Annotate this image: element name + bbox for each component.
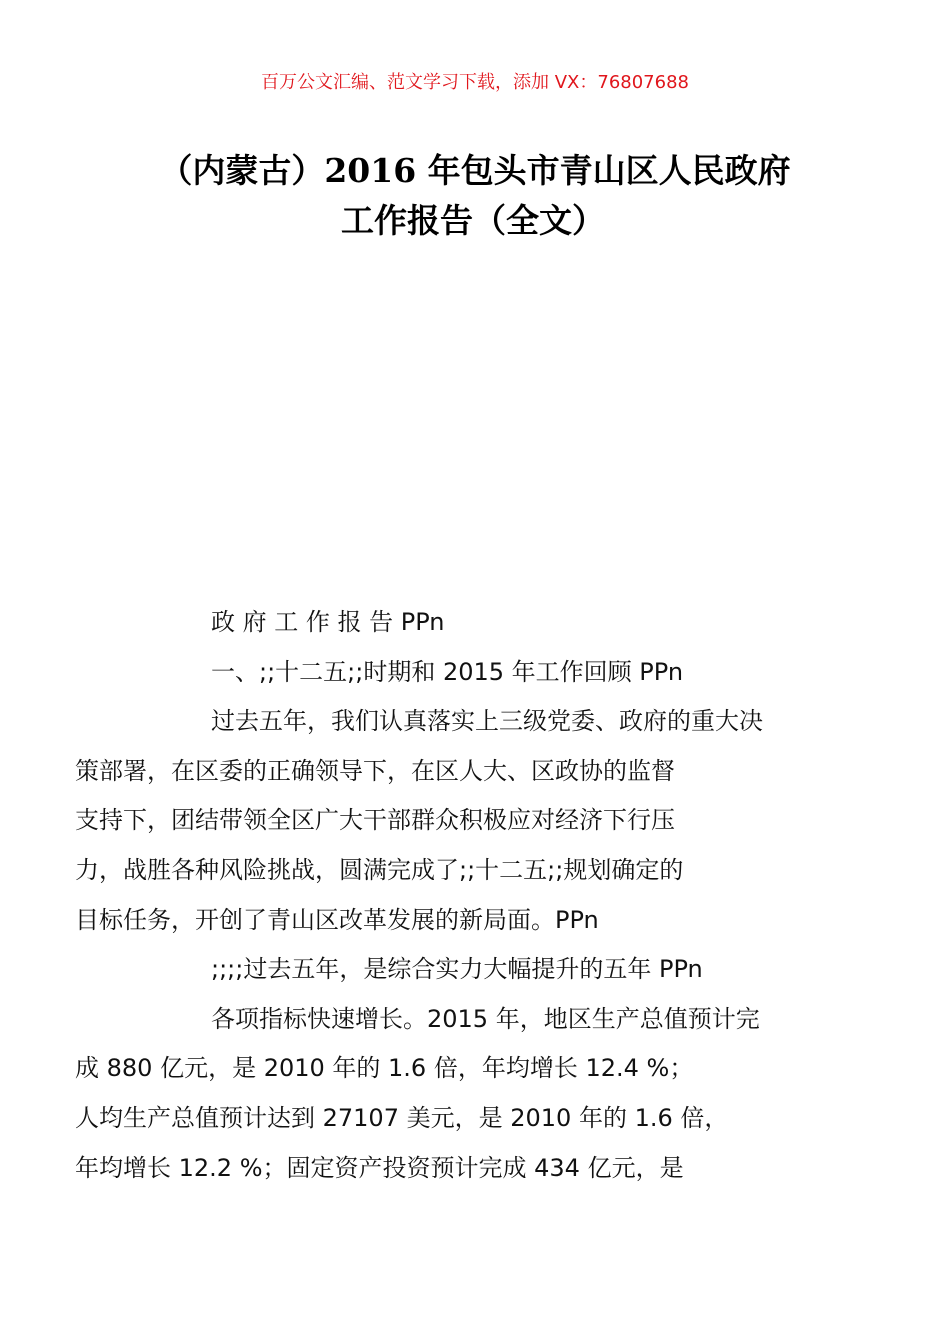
- text-line: 一、;;十二五;;时期和 2015 年工作回顾 PPn: [211, 657, 684, 686]
- text-line: 年均增长 12.2 %；固定资产投资预计完成 434 亿元，是: [75, 1153, 684, 1182]
- document-title-line-1: （内蒙古）2016 年包头市青山区人民政府: [159, 151, 791, 190]
- paragraph: [75, 995, 833, 1193]
- text-line: 过去五年，我们认真落实上三级党委、政府的重大决: [211, 707, 763, 736]
- text-line: 策部署，在区委的正确领导下，在区人大、区政协的监督: [75, 756, 675, 785]
- text-line: 成 880 亿元，是 2010 年的 1.6 倍，年均增长 12.4 %；: [75, 1054, 694, 1083]
- text-line: 力，战胜各种风险挑战，圆满完成了;;十二五;;规划确定的: [75, 855, 684, 884]
- text-line: 目标任务，开创了青山区改革发展的新局面。PPn: [75, 905, 599, 934]
- text-line: 人均生产总值预计达到 27107 美元，是 2010 年的 1.6 倍，: [75, 1103, 729, 1132]
- paragraph: [75, 697, 833, 945]
- text-line: ;;;;过去五年，是综合实力大幅提升的五年 PPn: [211, 955, 703, 984]
- download-banner: 百万公文汇编、范文学习下载，添加 VX：76807688: [261, 72, 689, 93]
- text-line: 支持下，团结带领全区广大干部群众积极应对经济下行压: [75, 806, 675, 835]
- subsection-heading: [143, 945, 833, 995]
- document-title-line-2: 工作报告（全文）: [341, 201, 605, 240]
- text-line: 各项指标快速增长。2015 年，地区生产总值预计完: [211, 1004, 760, 1033]
- text-line: 政 府 工 作 报 告 PPn: [211, 608, 445, 636]
- section-heading: [143, 598, 833, 648]
- document-title: [0, 146, 950, 246]
- section-subheading: [143, 648, 833, 698]
- document-body: [75, 598, 833, 1193]
